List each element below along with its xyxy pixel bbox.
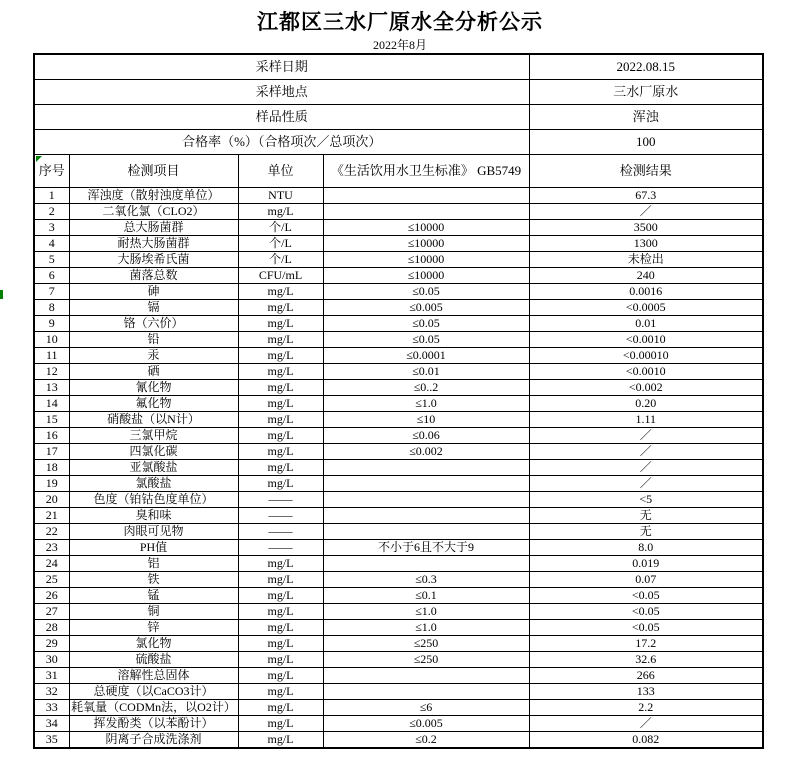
result: 3500 — [529, 220, 763, 236]
item-name: 铬（六价） — [69, 316, 238, 332]
unit: mg/L — [238, 700, 323, 716]
unit: mg/L — [238, 396, 323, 412]
standard-limit — [323, 556, 529, 572]
row-index: 19 — [34, 476, 69, 492]
item-name: 锌 — [69, 620, 238, 636]
result: ／ — [529, 204, 763, 220]
row-index: 28 — [34, 620, 69, 636]
unit: mg/L — [238, 668, 323, 684]
standard-limit: ≤0.2 — [323, 732, 529, 749]
summary-value: 三水厂原水 — [529, 80, 763, 105]
row-index: 4 — [34, 236, 69, 252]
standard-limit: ≤10000 — [323, 252, 529, 268]
result: <0.0010 — [529, 332, 763, 348]
standard-limit — [323, 476, 529, 492]
result: 未检出 — [529, 252, 763, 268]
result: 0.0016 — [529, 284, 763, 300]
result: <0.0010 — [529, 364, 763, 380]
row-index: 9 — [34, 316, 69, 332]
table-row — [34, 428, 763, 444]
item-name: 阴离子合成洗涤剂 — [69, 732, 238, 749]
unit: mg/L — [238, 684, 323, 700]
table-row — [34, 716, 763, 732]
item-name: 挥发酚类（以苯酚计） — [69, 716, 238, 732]
standard-limit: ≤1.0 — [323, 604, 529, 620]
row-index: 23 — [34, 540, 69, 556]
result: ／ — [529, 428, 763, 444]
row-index: 35 — [34, 732, 69, 749]
item-name: 耗氧量（CODMn法，以O2计） — [69, 700, 238, 716]
result: 266 — [529, 668, 763, 684]
table-row — [34, 524, 763, 540]
table-row — [34, 476, 763, 492]
summary-value: 2022.08.15 — [529, 54, 763, 80]
summary-row-pass-rate — [34, 130, 763, 155]
unit: mg/L — [238, 380, 323, 396]
page-subtitle: 2022年8月 — [372, 38, 427, 52]
unit: —— — [238, 540, 323, 556]
table-row — [34, 572, 763, 588]
row-index: 26 — [34, 588, 69, 604]
row-index: 3 — [34, 220, 69, 236]
unit: mg/L — [238, 204, 323, 220]
item-name: 铝 — [69, 556, 238, 572]
result: <5 — [529, 492, 763, 508]
standard-limit — [323, 668, 529, 684]
row-index: 14 — [34, 396, 69, 412]
item-name: PH值 — [69, 540, 238, 556]
row-index: 17 — [34, 444, 69, 460]
item-name: 铁 — [69, 572, 238, 588]
standard-limit: ≤6 — [323, 700, 529, 716]
table-row — [34, 300, 763, 316]
row-index: 21 — [34, 508, 69, 524]
result: ／ — [529, 444, 763, 460]
unit: mg/L — [238, 460, 323, 476]
column-header-item: 检测项目 — [69, 155, 238, 188]
table-row — [34, 668, 763, 684]
result: <0.05 — [529, 588, 763, 604]
result: <0.00010 — [529, 348, 763, 364]
item-name: 四氯化碳 — [69, 444, 238, 460]
standard-limit: ≤10 — [323, 412, 529, 428]
standard-limit: ≤1.0 — [323, 620, 529, 636]
row-index: 20 — [34, 492, 69, 508]
unit: 个/L — [238, 220, 323, 236]
table-row — [34, 636, 763, 652]
item-name: 色度（铂钴色度单位） — [69, 492, 238, 508]
table-row — [34, 348, 763, 364]
unit: mg/L — [238, 348, 323, 364]
unit: mg/L — [238, 428, 323, 444]
row-index: 29 — [34, 636, 69, 652]
result: 0.019 — [529, 556, 763, 572]
item-name: 臭和味 — [69, 508, 238, 524]
standard-limit: ≤0.002 — [323, 444, 529, 460]
unit: —— — [238, 492, 323, 508]
table-row — [34, 652, 763, 668]
result: 133 — [529, 684, 763, 700]
result: 240 — [529, 268, 763, 284]
item-name: 氯化物 — [69, 636, 238, 652]
result: 67.3 — [529, 188, 763, 204]
unit: CFU/mL — [238, 268, 323, 284]
item-name: 铅 — [69, 332, 238, 348]
item-name: 硒 — [69, 364, 238, 380]
standard-limit: ≤0.0001 — [323, 348, 529, 364]
result: 1300 — [529, 236, 763, 252]
standard-limit: ≤0.1 — [323, 588, 529, 604]
result: <0.05 — [529, 620, 763, 636]
unit: mg/L — [238, 636, 323, 652]
item-name: 氰化物 — [69, 380, 238, 396]
table-row — [34, 252, 763, 268]
row-index: 10 — [34, 332, 69, 348]
table-row — [34, 284, 763, 300]
unit: mg/L — [238, 732, 323, 749]
result: <0.05 — [529, 604, 763, 620]
item-name: 总大肠菌群 — [69, 220, 238, 236]
item-name: 总硬度（以CaCO3计） — [69, 684, 238, 700]
item-name: 硫酸盐 — [69, 652, 238, 668]
row-index: 33 — [34, 700, 69, 716]
unit: mg/L — [238, 332, 323, 348]
item-name: 亚氯酸盐 — [69, 460, 238, 476]
item-name: 肉眼可见物 — [69, 524, 238, 540]
unit: mg/L — [238, 412, 323, 428]
row-index: 12 — [34, 364, 69, 380]
page-title: 江都区三水厂原水全分析公示 — [257, 10, 543, 34]
row-index: 1 — [34, 188, 69, 204]
column-header-seq: 序号 — [34, 155, 69, 188]
table-header-row — [34, 155, 763, 188]
analysis-table-body — [34, 188, 763, 749]
table-row — [34, 220, 763, 236]
analysis-table — [33, 53, 764, 749]
row-index: 18 — [34, 460, 69, 476]
item-name: 三氯甲烷 — [69, 428, 238, 444]
result: ／ — [529, 476, 763, 492]
summary-label: 采样地点 — [34, 80, 529, 105]
item-name: 浑浊度（散射浊度单位） — [69, 188, 238, 204]
result: 无 — [529, 524, 763, 540]
standard-limit: ≤0.05 — [323, 332, 529, 348]
standard-limit: ≤10000 — [323, 268, 529, 284]
item-name: 汞 — [69, 348, 238, 364]
table-row — [34, 732, 763, 749]
result: 32.6 — [529, 652, 763, 668]
standard-limit — [323, 204, 529, 220]
result: 8.0 — [529, 540, 763, 556]
summary-row-sampling-date — [34, 54, 763, 80]
table-row — [34, 540, 763, 556]
standard-limit: 不小于6且不大于9 — [323, 540, 529, 556]
item-name: 氯酸盐 — [69, 476, 238, 492]
standard-limit: ≤0..2 — [323, 380, 529, 396]
table-row — [34, 316, 763, 332]
result: 1.11 — [529, 412, 763, 428]
result: 0.07 — [529, 572, 763, 588]
table-row — [34, 236, 763, 252]
standard-limit: ≤0.005 — [323, 716, 529, 732]
unit: mg/L — [238, 300, 323, 316]
standard-limit: ≤0.05 — [323, 316, 529, 332]
table-row — [34, 332, 763, 348]
row-index: 15 — [34, 412, 69, 428]
row-index: 34 — [34, 716, 69, 732]
unit: —— — [238, 508, 323, 524]
unit: mg/L — [238, 604, 323, 620]
item-name: 锰 — [69, 588, 238, 604]
summary-label: 采样日期 — [34, 54, 529, 80]
table-row — [34, 508, 763, 524]
table-row — [34, 268, 763, 284]
item-name: 溶解性总固体 — [69, 668, 238, 684]
summary-value: 浑浊 — [529, 105, 763, 130]
unit: 个/L — [238, 252, 323, 268]
column-header-result: 检测结果 — [529, 155, 763, 188]
summary-label: 样品性质 — [34, 105, 529, 130]
result: 2.2 — [529, 700, 763, 716]
table-row — [34, 204, 763, 220]
unit: mg/L — [238, 284, 323, 300]
standard-limit — [323, 524, 529, 540]
row-index: 6 — [34, 268, 69, 284]
standard-limit: ≤250 — [323, 652, 529, 668]
table-row — [34, 604, 763, 620]
standard-limit: ≤0.01 — [323, 364, 529, 380]
unit: mg/L — [238, 444, 323, 460]
item-name: 氟化物 — [69, 396, 238, 412]
unit: mg/L — [238, 716, 323, 732]
standard-limit — [323, 684, 529, 700]
standard-limit: ≤250 — [323, 636, 529, 652]
row-index: 25 — [34, 572, 69, 588]
row-index: 24 — [34, 556, 69, 572]
screenshot-edge-artifact — [0, 290, 3, 299]
result: <0.0005 — [529, 300, 763, 316]
table-row — [34, 412, 763, 428]
table-row — [34, 188, 763, 204]
table-row — [34, 620, 763, 636]
table-row — [34, 380, 763, 396]
summary-label: 合格率（%）（合格项次／总项次） — [34, 130, 529, 155]
item-name: 硝酸盐（以N计） — [69, 412, 238, 428]
table-row — [34, 556, 763, 572]
table-row — [34, 492, 763, 508]
table-row — [34, 684, 763, 700]
row-index: 13 — [34, 380, 69, 396]
result: 0.082 — [529, 732, 763, 749]
row-index: 16 — [34, 428, 69, 444]
result: 无 — [529, 508, 763, 524]
unit: mg/L — [238, 316, 323, 332]
standard-limit: ≤10000 — [323, 220, 529, 236]
standard-limit — [323, 508, 529, 524]
standard-limit: ≤1.0 — [323, 396, 529, 412]
summary-value: 100 — [529, 130, 763, 155]
standard-limit: ≤0.3 — [323, 572, 529, 588]
item-name: 砷 — [69, 284, 238, 300]
result: ／ — [529, 716, 763, 732]
table-row — [34, 364, 763, 380]
standard-limit: ≤10000 — [323, 236, 529, 252]
result: 17.2 — [529, 636, 763, 652]
summary-row-sample-nature — [34, 105, 763, 130]
item-name: 二氧化氯（CLO2） — [69, 204, 238, 220]
row-index: 31 — [34, 668, 69, 684]
row-index: 8 — [34, 300, 69, 316]
result: 0.01 — [529, 316, 763, 332]
standard-limit: ≤0.005 — [323, 300, 529, 316]
result: ／ — [529, 460, 763, 476]
row-index: 27 — [34, 604, 69, 620]
unit: mg/L — [238, 652, 323, 668]
unit: mg/L — [238, 588, 323, 604]
item-name: 大肠埃希氏菌 — [69, 252, 238, 268]
item-name: 铜 — [69, 604, 238, 620]
item-name: 菌落总数 — [69, 268, 238, 284]
unit: mg/L — [238, 572, 323, 588]
column-header-unit: 单位 — [238, 155, 323, 188]
item-name: 镉 — [69, 300, 238, 316]
row-index: 2 — [34, 204, 69, 220]
row-index: 11 — [34, 348, 69, 364]
standard-limit — [323, 492, 529, 508]
table-row — [34, 444, 763, 460]
unit: NTU — [238, 188, 323, 204]
table-row — [34, 700, 763, 716]
column-header-standard: 《生活饮用水卫生标准》 GB5749 — [323, 155, 529, 188]
excel-error-triangle-icon — [36, 156, 42, 162]
result: 0.20 — [529, 396, 763, 412]
row-index: 30 — [34, 652, 69, 668]
summary-row-sampling-location — [34, 80, 763, 105]
standard-limit: ≤0.05 — [323, 284, 529, 300]
unit: mg/L — [238, 620, 323, 636]
row-index: 32 — [34, 684, 69, 700]
table-row — [34, 396, 763, 412]
result: <0.002 — [529, 380, 763, 396]
unit: mg/L — [238, 364, 323, 380]
standard-limit: ≤0.06 — [323, 428, 529, 444]
summary-section — [34, 54, 763, 188]
row-index: 5 — [34, 252, 69, 268]
unit: 个/L — [238, 236, 323, 252]
unit: mg/L — [238, 476, 323, 492]
row-index: 22 — [34, 524, 69, 540]
table-row — [34, 588, 763, 604]
unit: —— — [238, 524, 323, 540]
standard-limit — [323, 188, 529, 204]
row-index: 7 — [34, 284, 69, 300]
unit: mg/L — [238, 556, 323, 572]
standard-limit — [323, 460, 529, 476]
table-row — [34, 460, 763, 476]
item-name: 耐热大肠菌群 — [69, 236, 238, 252]
